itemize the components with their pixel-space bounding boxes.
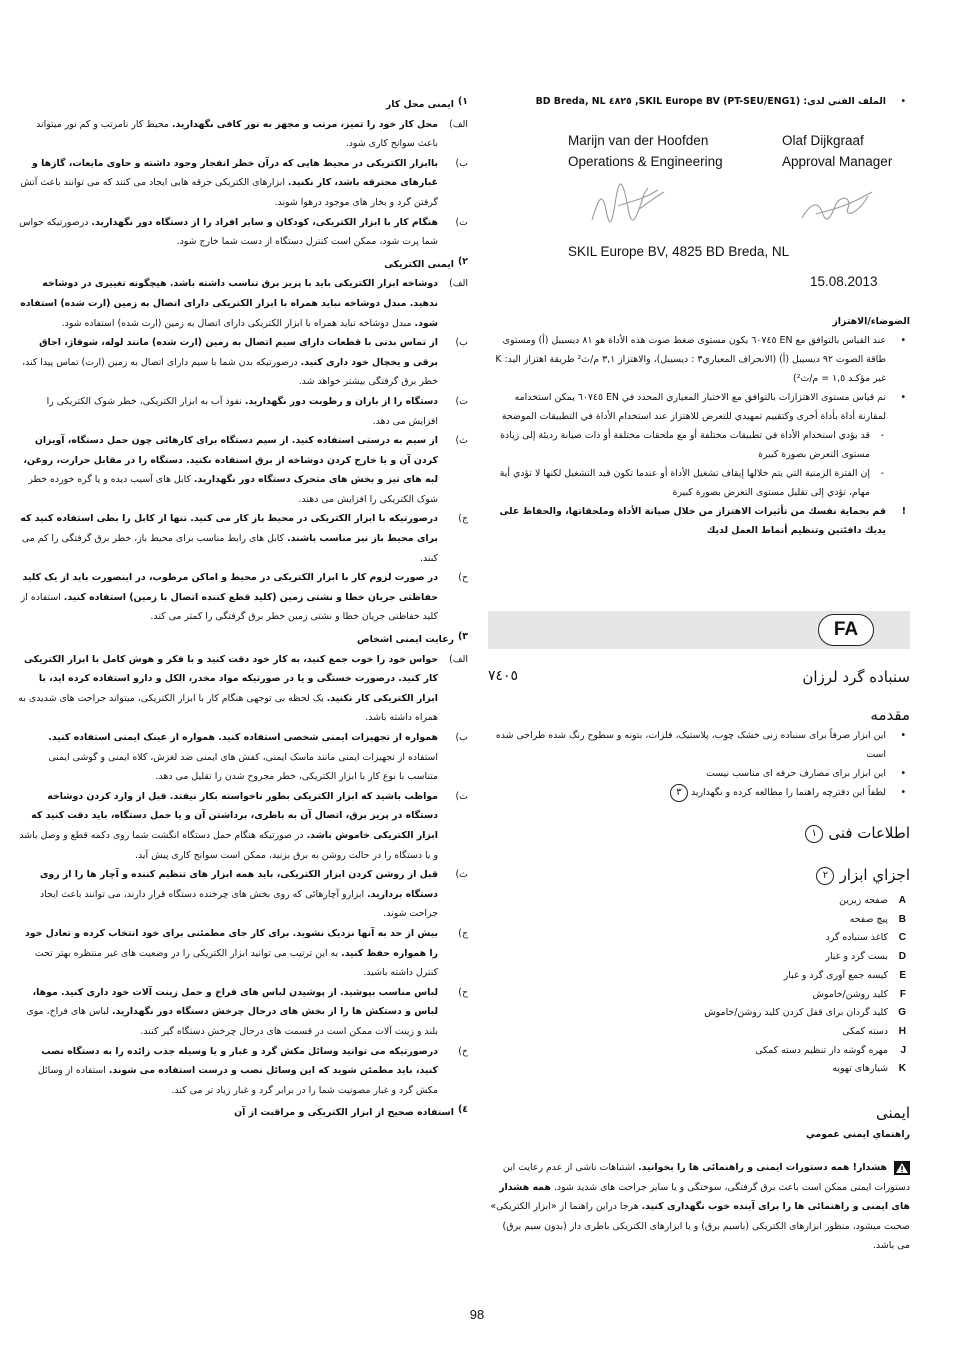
tech-heading: اطلاعات فنی <box>828 824 910 842</box>
signatory-name: Marijn van der Hoofden <box>568 133 709 148</box>
part-item <box>488 1060 910 1079</box>
rule-explanation: یک لحظه بی توجهی هنگام کار با ابزار الکتریکی، میتواند جراحت های شدیدی به همراه داشته باشد. <box>18 692 438 724</box>
section-number: ١) <box>457 96 468 107</box>
signatory-role: Operations & Engineering <box>568 154 723 169</box>
noise-heading: الضوضاء/الاهتزاز <box>832 316 910 327</box>
language-badge: FA <box>818 614 874 646</box>
cert-date: 15.08.2013 <box>810 274 878 289</box>
part-letter: F <box>899 988 906 1000</box>
rule-explanation: در صورتیکه هنگام حمل دستگاه انگشت شما روی دکمه قطع و وصل باشد و یا دستگاه را در حالت روشن به برق بزنید، ممکن است سوانح کاری پیش آید. <box>19 829 438 861</box>
rule-explanation: نفوذ آب به ابزار الکتریکی، خطر شوک الکتریکی را افزایش می دهد. <box>46 395 438 427</box>
safety-warning: هشدار! همه دستورات ایمنی و راهنمائی ها را بخوانید. اشتباهات ناشی از عدم رعایت این دستورات ایمنی ممکن است باعث برق گرفتگی، سوختگی و یا سایر جراحت های شدید شود. همه هشدار های ایمنی و راهنمائی ها را برای آینده خوب نگهداری کنید. هرجا دراین راهنما از «ابزار الکتریکی» صحبت میشود، منظور ابزارهای الکتریکی (باسیم برق) و یا ابزارهای الکتریکی باطری دار (بدون سیم برق) می باشد. <box>490 1162 910 1252</box>
rule-instruction: حواس خود را خوب جمع کنید، به کار خود دقت کنید و با فکر و هوش کامل با ابزار الکتریکی کار کنید. درصورت خستگی و یا در صورتیکه مواد مخدر، الکل و دارو استفاده کرده اید، با ابزار الکتریکی کار نکنید. <box>24 653 438 704</box>
left-column <box>18 92 468 1123</box>
exclamation-icon: ! <box>901 506 906 517</box>
part-letter: K <box>898 1063 906 1075</box>
safety-section <box>488 1102 910 1256</box>
intro-heading: مقدمه <box>870 706 910 724</box>
product-header <box>488 668 910 692</box>
part-label: کیسه جمع آوری گرد و غبار <box>783 969 888 981</box>
rule-explanation: محیط کار نامرتب و کم نور میتواند باعث سوانح کاری شود. <box>36 118 438 150</box>
safety-rule <box>18 431 468 509</box>
rule-number: ت) <box>455 395 468 407</box>
safety-rule <box>18 728 468 787</box>
signatory-name: Olaf Dijkgraaf <box>782 133 864 148</box>
language-band <box>488 611 910 649</box>
figure-ref: ٣ <box>670 784 688 802</box>
safety-rule <box>18 924 468 983</box>
rule-explanation: مبدل دوشاخه نباید همراه با ابزار الکتریکی دارای اتصال به زمین (ارت شده) استفاده شود. <box>61 317 412 329</box>
section-heading <box>18 1100 468 1123</box>
rule-number: ت) <box>455 216 468 228</box>
rule-instruction: در صورت لزوم کار با ابزار الکتریکی در محیط و اماکن مرطوب، در اینصورت باید از یک کلید حفاظتی جریان خطا و نشتی زمین (کلید قطع کننده اتصال با زمین) استفاده کنید. <box>22 572 438 603</box>
rule-instruction: باابزار الکتریکی در محیط هایی که درآن خطر انفجار وجود داشته و حاوی مایعات، گازها و غبارهای محترقه باشد، کار نکنید. <box>32 157 438 189</box>
rule-number: خ) <box>458 1045 468 1057</box>
section-number: ٣) <box>457 631 468 643</box>
rule-explanation: به این ترتیب می توانید ابزار الکتریکی را در وضعیت های غیر منتظره بهتر تحت کنترل داشته باشید. <box>34 947 438 979</box>
section-title: رعایت ایمنی اشخاص <box>357 634 454 646</box>
part-label: کلید روشن/خاموش <box>812 988 888 1000</box>
part-label: مهره گوشه دار تنظیم دسته کمکی <box>755 1044 888 1056</box>
signatory-right <box>782 130 892 172</box>
rule-explanation: استفاده از کلید حفاظتی جریان خطا و نشتی زمین خطر برق گرفتگی را کمتر می کند. <box>20 591 438 623</box>
safety-rule <box>18 213 468 252</box>
part-item <box>488 1042 910 1061</box>
intro-bullet: • لطفاً این دفترچه راهنما را مطالعه کرده و نگهدارید ٣ <box>488 783 910 802</box>
part-letter: B <box>898 913 906 925</box>
part-label: پیچ صفحه <box>849 913 888 925</box>
safety-rule <box>18 509 468 568</box>
part-letter: C <box>898 932 906 944</box>
tech-section <box>488 822 910 844</box>
part-label: کاغذ سنباده گرد <box>825 932 888 944</box>
figure-ref: ١ <box>805 825 823 843</box>
rule-instruction: از تماس بدنی با قطعات دارای سیم اتصال به زمین (ارت شده) مانند لوله، شوفاژ، اجاق برقی و یخچال خود داری کنید. <box>39 337 438 368</box>
rule-number: ح) <box>458 986 468 998</box>
tech-file-line: • الملف الفني لدى: SKIL Europe BV (PT-SEU/ENG1), ٤٨٢٥ BD Breda, NL <box>535 96 906 107</box>
rule-explanation: لباس های فراخ، موی بلند و زينت آلات ممکن است در قسمت های درحال چرخش دستگاه گیر کنند. <box>26 1006 438 1037</box>
noise-warning: ! قم بحماية نفسك من تأثيرات الاهتزاز من خلال صيانة الأداة وملحقاتها، والحفاظ على يديك دافئتين وتنظيم أنماط العمل لديك <box>488 502 910 540</box>
part-letter: D <box>898 951 906 963</box>
rule-instruction: قبل از روشن کردن ابزار الکتریکی، باید همه ابزار های تنظیم کننده و آچار ها را از روی دستگاه برداريد. <box>39 869 438 900</box>
safety-heading: ایمنی <box>875 1104 910 1122</box>
rule-number: الف) <box>449 653 468 665</box>
part-item <box>488 1004 910 1023</box>
part-item <box>488 911 910 930</box>
safety-rule <box>18 1042 468 1101</box>
rule-instruction: بیش از حد به آنها نزدیک نشوید. برای کار جای مطمئنی برای خود انتخاب کرده و تعادل خود را همواره حفظ کنید. <box>24 927 438 959</box>
rule-instruction: مواظب باشید که ابزار الکتریکی بطور ناخواسته بکار نیفتد. قبل از وارد کردن دوشاخه دستگاه در پریز برق، اتصال آن به باطری، برداشتن آن و یا حمل دستگاه، باید دقت کنید که ابزار الکتریکی خاموش باشد. <box>31 790 438 841</box>
part-label: شیارهای تهویه <box>832 1063 888 1075</box>
part-letter: H <box>898 1025 906 1037</box>
safety-rule <box>18 333 468 392</box>
rule-explanation: ابزارهای الکتریکی جرقه هایی ایجاد می کنند که می توانند باعث آتش گرفتن گرد و بخار های موجود درهوا شوند. <box>20 177 438 208</box>
section-number: ٢) <box>457 255 468 267</box>
product-name: سنباده گرد لرزان <box>802 668 910 686</box>
rule-number: الف) <box>449 118 468 130</box>
rule-number: ث) <box>455 435 468 447</box>
rule-instruction: همواره از تجهیزات ایمنی شخصی استفاده کنید. همواره از عینک ایمنی استفاده کنید. <box>48 732 438 743</box>
part-item <box>488 929 910 948</box>
safety-rule <box>18 650 468 728</box>
part-item <box>488 986 910 1005</box>
parts-section-title <box>488 864 910 886</box>
rule-number: ب) <box>455 157 468 169</box>
signatory-role: Approval Manager <box>782 154 893 169</box>
part-label: دسته کمکی <box>842 1025 888 1037</box>
rule-explanation: استفاده از تجهیزات ایمنی مانند ماسک ایمنی، کفش های ایمنی ضد لغزش، کلاه ایمنی و گوشی ایمنی متناسب با نوع کار با ابزار الکتریکی، خطر مجروح شدن را تقلیل می دهد. <box>48 751 438 783</box>
noise-bullet: • عند القياس بالتوافق مع EN ٦٠٧٤٥ يكون مستوى ضغط صوت هذه الأداة هو ٨١ ديسيبل (أ) ومستوى طاقة الصوت ٩٢ ديسيبل (أ) (الانحراف المعياري٣ : ديسيبل)، والاهتزاز ٣,١ م/ث² طريقة اهتزاز اليد: K غير مؤكـد ١,٥ = م/ث²) <box>495 335 906 384</box>
rule-number: ج) <box>458 927 468 939</box>
safety-rule <box>18 568 468 627</box>
rule-instruction: درصورتیکه با ابزار الکتریکی در محیط باز کار می کنید. تنها از کابل را بطی استفاده کنید که برای محیط باز نیز مناسب باشند. <box>20 513 438 545</box>
cert-block <box>488 92 910 602</box>
rule-instruction: درصورتیکه می توانید وسائل مکش گرد و غبار و یا وسیله جذب زائده را به دستگاه نصب کنید، باید مطمئن شوید که این وسائل نصب و درست استفاده می شوند. <box>41 1045 438 1077</box>
intro-bullet: • این ابزار برای مصارف حرفه ای مناسب نیست <box>706 768 906 779</box>
part-item <box>488 967 910 986</box>
section-heading <box>18 252 468 275</box>
page-number: 98 <box>469 1307 485 1322</box>
safety-rule <box>18 787 468 865</box>
intro-section <box>488 704 910 802</box>
parts-heading: اجزاي ابزار <box>839 866 910 884</box>
rule-instruction: محل کار خود را تمیز، مرتب و مجهز به نور کافی نگهدارید. <box>171 118 438 130</box>
rule-instruction: لباس مناسب بپوشید. از پوشیدن لباس های فراخ و حمل زينت آلات خود داری کنید. موها، لباس و دستکش ها را از بخش های درحال چرخش دستگاه دور نگهدارید. <box>32 986 438 1018</box>
rule-explanation: کابل های رابط مناسب برای محیط باز، خطر برق گرفتگی را کم می کنند. <box>21 533 438 564</box>
rule-number: ث) <box>455 869 468 881</box>
rule-instruction: از سیم به درستی استفاده کنید. از سیم دستگاه برای کارهائی چون حمل دستگاه، آویزان کردن آن و یا خارج کردن دوشاخه از برق استفاده نکنید. دستگاه را در مقابل حرارت، روغن، لبه های تیز و بخش های متحرک دستگاه دور نگهدارید. <box>23 435 438 486</box>
rule-explanation: استفاده از وسائل مکش گرد و غبار مصونیت شما را در برابر گرد و غبار زیاد تر می کند. <box>37 1065 438 1096</box>
section-number: ٤) <box>457 1104 468 1116</box>
signature-right <box>796 184 876 228</box>
company-address: SKIL Europe BV, 4825 BD Breda, NL <box>568 244 790 259</box>
part-letter: G <box>898 1007 906 1019</box>
rule-number: ب) <box>455 732 468 743</box>
safety-rule <box>18 983 468 1042</box>
safety-rule <box>18 154 468 213</box>
safety-rule <box>18 115 468 154</box>
rule-explanation: درصورتیکه حواس شما پرت شود، ممکن است کنترل دستگاه از دست شما خارج شود. <box>19 216 438 248</box>
noise-sub-item: - قد يؤدي استخدام الأداة في تطبيقات مختلفة أو مع ملحقات مختلفة أو ذات صيانة رديئة إلى زيادة مستوى التعرض بصورة كبيرة <box>500 430 884 460</box>
part-label: کلید گردان برای قفل کردن کلید روشن/خاموش <box>704 1007 888 1019</box>
parts-list <box>488 892 910 1079</box>
safety-rule <box>18 392 468 431</box>
figure-ref: ٢ <box>816 867 834 885</box>
safety-rule <box>18 274 468 333</box>
rule-instruction: دستگاه را از باران و رطوبت دور نگهدارید. <box>244 395 438 407</box>
rule-number: الف) <box>449 278 468 290</box>
part-item <box>488 1023 910 1042</box>
noise-vibration-section <box>488 312 910 540</box>
section-heading <box>18 627 468 650</box>
noise-bullet: • تم قياس مستوى الاهتزازات بالتوافق مع الاختبار المعياري المحدد في EN ٦٠٧٤٥ يمكن استخدامه لمقارنة أداة بأداة أخرى وكتقييم تمهيدي للتعرض للاهتزاز عند استخدام الأداة في التطبيقات الموضحة <box>501 392 906 422</box>
rule-number: ت) <box>455 790 468 802</box>
section-title: ایمنی الکتریکی <box>384 258 454 270</box>
rule-explanation: کابل های آسیب دیده و یا گره خورده خطر شوک الکتریکی را افزایش می دهند. <box>28 474 438 505</box>
rule-number: ح) <box>458 572 468 584</box>
rule-explanation: درصورتیکه بدن شما با سیم دارای اتصال به زمین (ارت) تماس پیدا کند، خطر برق گرفتگی بیشتر خواهد شد. <box>22 356 438 388</box>
rule-instruction: هنگام کار با ابزار الکتریکی، کودکان و سایر افراد را از دستگاه دور نگهدارید. <box>91 216 438 228</box>
part-item <box>488 948 910 967</box>
safety-subheading: راهنماي ايمني عمومي <box>805 1129 910 1140</box>
right-column <box>488 92 910 1252</box>
rule-explanation: ابزارو آچارهائی که روی بخش های چرخنده دستگاه قرار دارند، می توانند باعث ایجاد جراحت شوند. <box>39 888 438 920</box>
signature-left <box>588 180 668 230</box>
rule-number: ب) <box>455 337 468 349</box>
part-label: بست گرد و غبار <box>825 951 888 963</box>
intro-bullet: • این ابزار صرفاً برای سنباده زنی خشک چوب، پلاستیک، فلزات، بتونه و سطوح رنگ شده طراحی شده است <box>495 730 906 760</box>
section-title: ایمنی محل کار <box>385 99 454 110</box>
part-letter: A <box>898 895 906 906</box>
part-letter: E <box>899 969 906 981</box>
part-label: صفحه زیرین <box>839 895 888 906</box>
product-code: ٧٤٠٥ <box>488 668 519 684</box>
noise-sub-item: - إن الفترة الزمنية التي يتم خلالها إيقاف تشغيل الأداة أو عندما تكون قيد التشغيل لكنها لا تؤدي أية مهام، تؤدي إلى تقليل مستوى التعرض بصورة كبيرة <box>499 468 884 498</box>
signatory-left <box>568 130 723 172</box>
part-letter: J <box>900 1044 906 1056</box>
safety-rule <box>18 865 468 924</box>
section-heading <box>18 92 468 115</box>
part-item <box>488 892 910 911</box>
warning-triangle-icon <box>894 1161 910 1175</box>
rule-instruction: دوشاخه ابزار الکتریکی باید با پریز برق تناسب داشته باشد. هیچگونه تغییری در دوشاخه ندهید. مبدل دوشاخه نباید همراه با ابزار الکتریکی دارای اتصال به زمین (ارت شده) استفاده شود. <box>20 278 438 329</box>
section-title: استفاده صحیح از ابزار الکتریکی و مراقبت از آن <box>234 1107 454 1119</box>
rule-number: ج) <box>458 513 468 525</box>
